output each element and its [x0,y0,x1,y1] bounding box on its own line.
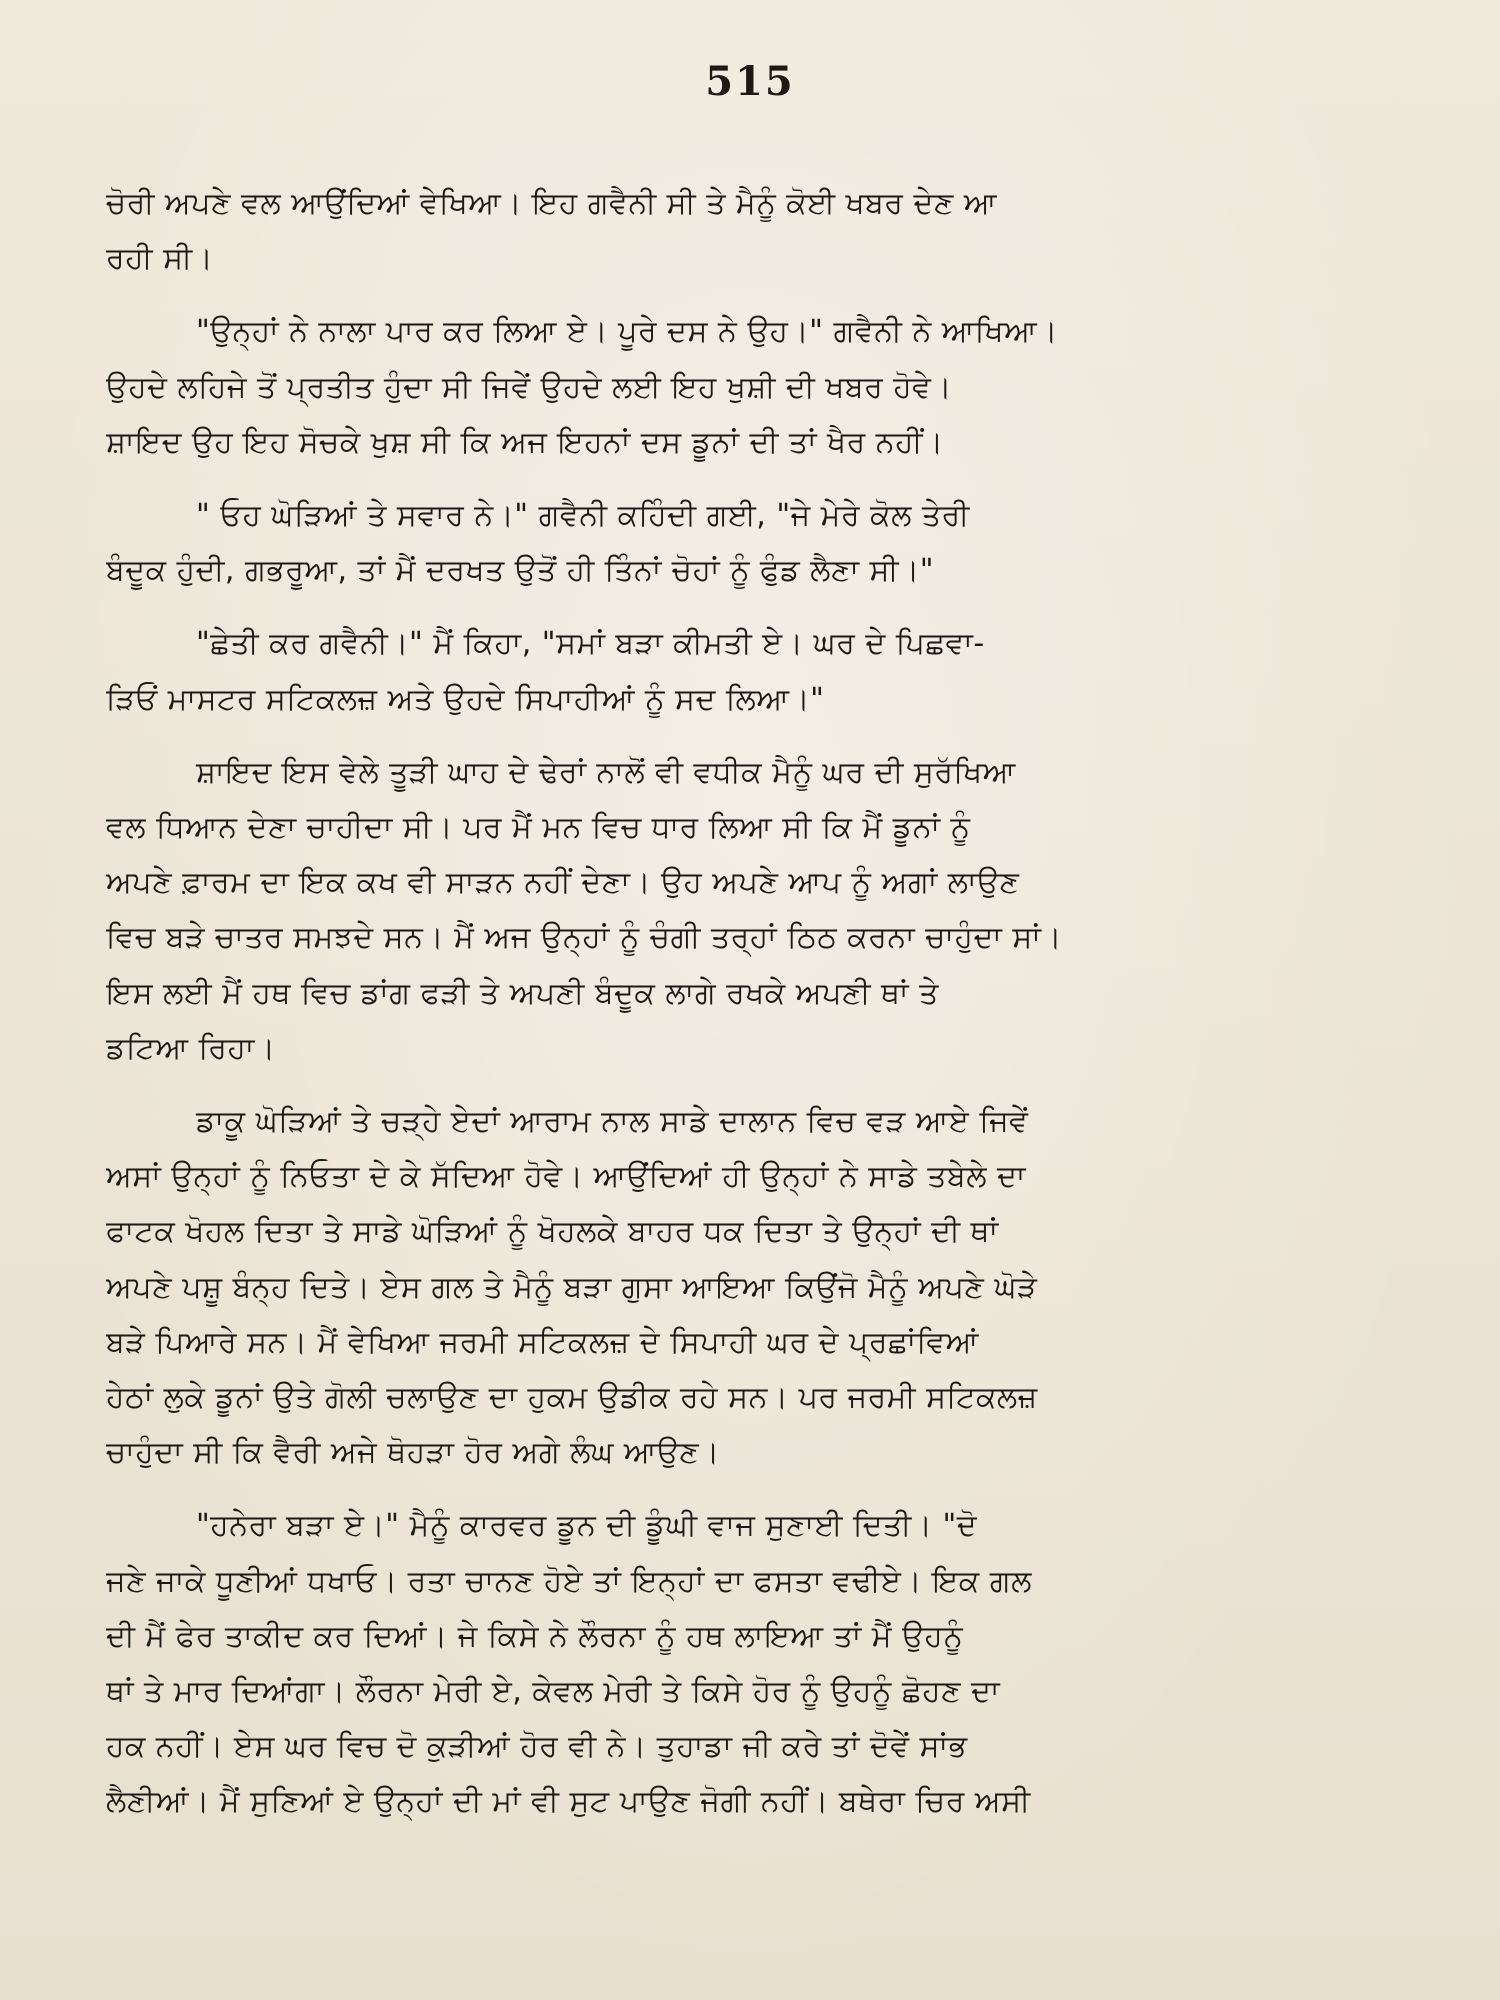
text-line: ਡਾਕੂ ਘੋੜਿਆਂ ਤੇ ਚੜ੍ਹੇ ਏਦਾਂ ਆਰਾਮ ਨਾਲ ਸਾਡੇ ਦਾਲਾਨ ਵਿਚ ਵੜ ਆਏ ਜਿਵੇਂ [196,1104,1029,1140]
text-line: " ਓਹ ਘੋੜਿਆਂ ਤੇ ਸਵਾਰ ਨੇ।" ਗਵੈਨੀ ਕਹਿੰਦੀ ਗਈ, "ਜੇ ਮੇਰੇ ਕੋਲ ਤੇਰੀ [196,498,970,534]
text-line: "ਉਨ੍ਹਾਂ ਨੇ ਨਾਲਾ ਪਾਰ ਕਰ ਲਿਆ ਏ। ਪੂਰੇ ਦਸ ਨੇ ਉਹ।" ਗਵੈਨੀ ਨੇ ਆਖਿਆ। [196,314,1058,350]
text-line: ਵਲ ਧਿਆਨ ਦੇਣਾ ਚਾਹੀਦਾ ਸੀ। ਪਰ ਮੈਂ ਮਨ ਵਿਚ ਧਾਰ ਲਿਆ ਸੀ ਕਿ ਮੈਂ ਡੂਨਾਂ ਨੂੰ [106,810,971,846]
text-line: ਸ਼ਾਇਦ ਉਹ ਇਹ ਸੋਚਕੇ ਖੁਸ਼ ਸੀ ਕਿ ਅਜ ਇਹਨਾਂ ਦਸ ਡੂਨਾਂ ਦੀ ਤਾਂ ਖੈਰ ਨਹੀਂ। [106,424,944,460]
page-number: 515 [705,58,795,105]
text-line: ਡਟਿਆ ਰਿਹਾ। [106,1030,276,1066]
text-line: ਇਸ ਲਈ ਮੈਂ ਹਥ ਵਿਚ ਡਾਂਗ ਫੜੀ ਤੇ ਅਪਣੀ ਬੰਦੂਕ ਲਾਗੇ ਰਖਕੇ ਅਪਣੀ ਥਾਂ ਤੇ [106,975,939,1011]
paragraph [106,616,1456,726]
body-text [106,176,1456,1830]
text-line: ਫਾਟਕ ਖੋਹਲ ਦਿਤਾ ਤੇ ਸਾਡੇ ਘੋੜਿਆਂ ਨੂੰ ਖੋਹਲਕੇ ਬਾਹਰ ਧਕ ਦਿਤਾ ਤੇ ਉਨ੍ਹਾਂ ਦੀ ਥਾਂ [106,1214,999,1250]
paragraph [106,1498,1456,1829]
paragraph [106,1094,1456,1480]
paragraph [106,304,1456,470]
text-line: ਬੜੇ ਪਿਆਰੇ ਸਨ। ਮੈਂ ਵੇਖਿਆ ਜਰਮੀ ਸਟਿਕਲਜ਼ ਦੇ ਸਿਪਾਹੀ ਘਰ ਦੇ ਪ੍ਰਛਾਂਵਿਆਂ [106,1324,979,1360]
text-line: ਸ਼ਾਇਦ ਇਸ ਵੇਲੇ ਤੂੜੀ ਘਾਹ ਦੇ ਢੇਰਾਂ ਨਾਲੋਂ ਵੀ ਵਧੀਕ ਮੈਨੂੰ ਘਰ ਦੀ ਸੁਰੱਖਿਆ [196,754,1016,790]
text-line: ਚਾਹੁੰਦਾ ਸੀ ਕਿ ਵੈਰੀ ਅਜੇ ਥੋਹੜਾ ਹੋਰ ਅਗੇ ਲੰਘ ਆਉਣ। [106,1435,720,1471]
text-line: ਚੋਰੀ ਅਪਣੇ ਵਲ ਆਉਂਦਿਆਂ ਵੇਖਿਆ। ਇਹ ਗਵੈਨੀ ਸੀ ਤੇ ਮੈਨੂੰ ਕੋਈ ਖਬਰ ਦੇਣ ਆ [106,186,998,221]
text-line: ਹੇਠਾਂ ਲੁਕੇ ਡੂਨਾਂ ਉਤੇ ਗੋਲੀ ਚਲਾਉਣ ਦਾ ਹੁਕਮ ਉਡੀਕ ਰਹੇ ਸਨ। ਪਰ ਜਰਮੀ ਸਟਿਕਲਜ਼ [106,1380,1038,1416]
paragraph [106,745,1456,1076]
text-line: ਅਪਣੇ ਪਸ਼ੂ ਬੰਨ੍ਹ ਦਿਤੇ। ਏਸ ਗਲ ਤੇ ਮੈਨੂੰ ਬੜਾ ਗੁਸਾ ਆਇਆ ਕਿਉਂਜੋ ਮੈਨੂੰ ਅਪਣੇ ਘੋੜੇ [106,1269,1038,1305]
paragraph [106,488,1456,598]
text-line: ਲੈਣੀਆਂ। ਮੈਂ ਸੁਣਿਆਂ ਏ ਉਨ੍ਹਾਂ ਦੀ ਮਾਂ ਵੀ ਸੁਟ ਪਾਉਣ ਜੋਗੀ ਨਹੀਂ। ਬਥੇਰਾ ਚਿਰ ਅਸੀ [106,1784,1031,1820]
text-line: ਹਕ ਨਹੀਂ। ਏਸ ਘਰ ਵਿਚ ਦੋ ਕੁੜੀਆਂ ਹੋਰ ਵੀ ਨੇ। ਤੁਹਾਡਾ ਜੀ ਕਰੇ ਤਾਂ ਦੋਵੇਂ ਸਾਂਭ [106,1729,968,1765]
text-line: ਦੀ ਮੈਂ ਫੇਰ ਤਾਕੀਦ ਕਰ ਦਿਆਂ। ਜੇ ਕਿਸੇ ਨੇ ਲੌਰਨਾ ਨੂੰ ਹਥ ਲਾਇਆ ਤਾਂ ਮੈਂ ਉਹਨੂੰ [106,1618,964,1654]
text-line: ਅਸਾਂ ਉਨ੍ਹਾਂ ਨੂੰ ਨਿਓਤਾ ਦੇ ਕੇ ਸੱਦਿਆ ਹੋਵੇ। ਆਉਂਦਿਆਂ ਹੀ ਉਨ੍ਹਾਂ ਨੇ ਸਾਡੇ ਤਬੇਲੇ ਦਾ [106,1159,1027,1195]
text-line: ਬੰਦੂਕ ਹੁੰਦੀ, ਗਭਰੂਆ, ਤਾਂ ਮੈਂ ਦਰਖਤ ਉਤੋਂ ਹੀ ਤਿੰਨਾਂ ਚੋਹਾਂ ਨੂੰ ਫੁੰਡ ਲੈਣਾ ਸੀ।" [106,553,935,589]
text-line: ਉਹਦੇ ਲਹਿਜੇ ਤੋਂ ਪ੍ਰਤੀਤ ਹੁੰਦਾ ਸੀ ਜਿਵੇਂ ਉਹਦੇ ਲਈ ਇਹ ਖੁਸ਼ੀ ਦੀ ਖਬਰ ਹੋਵੇ। [106,369,953,405]
paragraph [106,176,1456,286]
text-line: ਰਹੀ ਸੀ। [106,241,214,277]
text-line: ਜਣੇ ਜਾਕੇ ਧੂਣੀਆਂ ਧਖਾਓ। ਰਤਾ ਚਾਨਣ ਹੋਏ ਤਾਂ ਇਨ੍ਹਾਂ ਦਾ ਫਸਤਾ ਵਢੀਏ। ਇਕ ਗਲ [106,1563,1032,1599]
text-line: ਵਿਚ ਬੜੇ ਚਾਤਰ ਸਮਝਦੇ ਸਨ। ਮੈਂ ਅਜ ਉਨ੍ਹਾਂ ਨੂੰ ਚੰਗੀ ਤਰ੍ਹਾਂ ਠਿਠ ਕਰਨਾ ਚਾਹੁੰਦਾ ਸਾਂ। [106,920,1063,956]
text-line: "ਛੇਤੀ ਕਰ ਗਵੈਨੀ।" ਮੈਂ ਕਿਹਾ, "ਸਮਾਂ ਬੜਾ ਕੀਮਤੀ ਏ। ਘਰ ਦੇ ਪਿਛਵਾ- [196,626,985,662]
text-line: ਥਾਂ ਤੇ ਮਾਰ ਦਿਆਂਗਾ। ਲੌਰਨਾ ਮੇਰੀ ਏ, ਕੇਵਲ ਮੇਰੀ ਤੇ ਕਿਸੇ ਹੋਰ ਨੂੰ ਉਹਨੂੰ ਛੋਹਣ ਦਾ [106,1674,1001,1710]
text-line: "ਹਨੇਰਾ ਬੜਾ ਏ।" ਮੈਨੂੰ ਕਾਰਵਰ ਡੂਨ ਦੀ ਡੂੰਘੀ ਵਾਜ ਸੁਣਾਈ ਦਿਤੀ। "ਦੋ [196,1508,978,1544]
text-line: ੜਿਓਂ ਮਾਸਟਰ ਸਟਿਕਲਜ਼ ਅਤੇ ਉਹਦੇ ਸਿਪਾਹੀਆਂ ਨੂੰ ਸਦ ਲਿਆ।" [106,681,825,717]
text-line: ਅਪਣੇ ਫ਼ਾਰਮ ਦਾ ਇਕ ਕਖ ਵੀ ਸਾੜਨ ਨਹੀਂ ਦੇਣਾ। ਉਹ ਅਪਣੇ ਆਪ ਨੂੰ ਅਗਾਂ ਲਾਉਣ [106,865,1020,901]
